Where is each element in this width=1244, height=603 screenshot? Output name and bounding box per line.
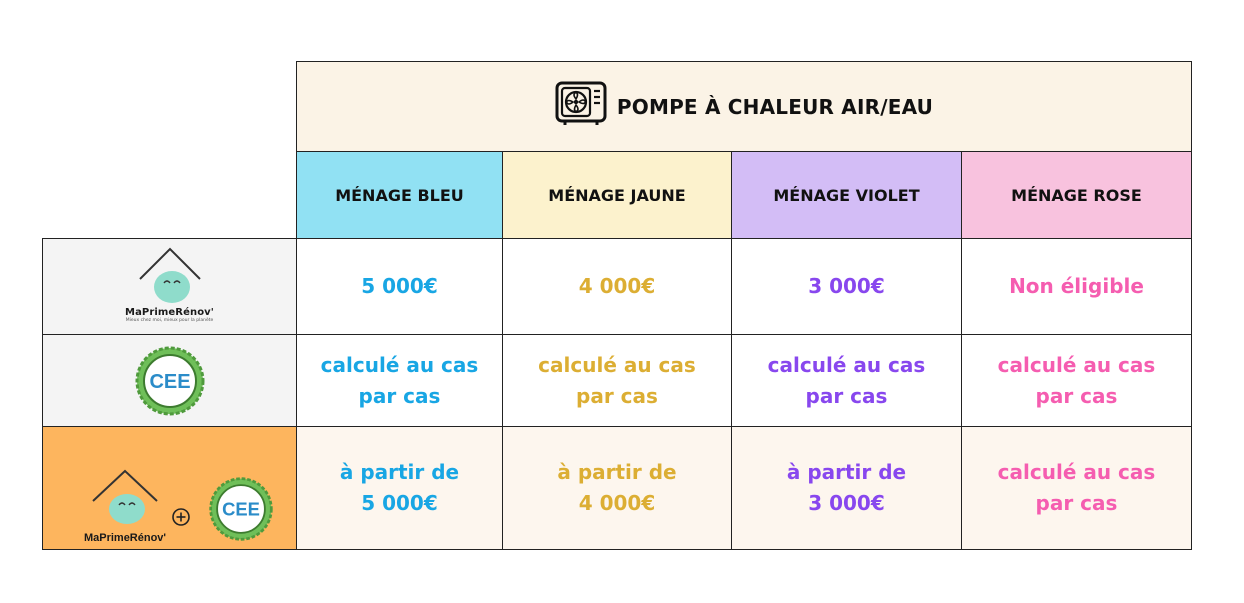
value-line: 4 000€: [578, 274, 656, 298]
maprimerenov-name: MaPrimeRénov': [125, 307, 214, 318]
value-text: [538, 350, 696, 412]
value-text: [321, 350, 479, 412]
value-text: [808, 271, 885, 302]
value-line: 4 000€: [578, 491, 656, 515]
cee-badge-icon: [207, 475, 275, 543]
value-text: [787, 457, 906, 519]
cee-badge-icon: [133, 344, 207, 418]
maprimerenov-text: [43, 307, 296, 323]
column-header-2: MÉNAGE JAUNE: [502, 151, 732, 239]
value-line: à partir de: [786, 460, 907, 484]
cee-badge-text: CEE: [222, 498, 260, 520]
value-line: 3 000€: [808, 274, 885, 298]
value-line: à partir de: [557, 460, 677, 484]
table-header: [296, 61, 1192, 152]
row-logo-maprimerenov: [42, 238, 297, 335]
value-cell-cee-2: [502, 334, 732, 427]
value-line: par cas: [1035, 491, 1118, 515]
value-line: calculé au cas: [320, 352, 479, 377]
row-logo-maprimerenov-plus-cee: [42, 426, 297, 550]
value-cell-cee-1: [296, 334, 503, 427]
value-line: 5 000€: [361, 491, 438, 515]
value-text: [768, 350, 926, 412]
value-text: [1009, 271, 1144, 302]
value-text: [557, 457, 676, 519]
value-cell-maprimerenov-plus-cee-2: [502, 426, 732, 550]
plus-circle-icon: [171, 507, 191, 527]
value-text: [361, 271, 438, 302]
table-header-content: [555, 81, 933, 132]
value-cell-maprimerenov-plus-cee-4: [961, 426, 1192, 550]
value-cell-maprimerenov-1: [296, 238, 503, 335]
value-line: calculé au cas: [767, 352, 926, 377]
value-text: [998, 457, 1156, 519]
value-line: par cas: [1035, 383, 1118, 408]
value-text: [579, 271, 656, 302]
value-cell-maprimerenov-4: [961, 238, 1192, 335]
value-cell-maprimerenov-2: [502, 238, 732, 335]
value-line: à partir de: [339, 460, 460, 484]
column-header-4: MÉNAGE ROSE: [961, 151, 1192, 239]
value-line: 3 000€: [808, 491, 885, 515]
value-cell-cee-4: [961, 334, 1192, 427]
value-cell-maprimerenov-3: [731, 238, 962, 335]
column-header-3: MÉNAGE VIOLET: [731, 151, 962, 239]
value-text: [998, 350, 1156, 412]
value-line: calculé au cas: [538, 352, 696, 377]
value-cell-maprimerenov-plus-cee-3: [731, 426, 962, 550]
value-line: 5 000€: [361, 274, 438, 298]
table-title: POMPE À CHALEUR AIR/EAU: [616, 94, 934, 119]
value-line: calculé au cas: [997, 352, 1156, 377]
maprimerenov-tagline: Mieux chez moi, mieux pour la planète: [125, 318, 214, 323]
value-line: par cas: [805, 383, 888, 408]
value-text: [340, 457, 459, 519]
maprimerenov-name: MaPrimeRénov': [83, 532, 167, 543]
value-line: par cas: [576, 383, 658, 408]
row-logo-cee: [42, 334, 297, 427]
heat-pump-icon: [555, 81, 607, 132]
value-line: Non éligible: [1009, 274, 1144, 298]
cee-badge-text: CEE: [148, 370, 191, 393]
value-cell-maprimerenov-plus-cee-1: [296, 426, 503, 550]
column-header-1: MÉNAGE BLEU: [296, 151, 503, 239]
value-line: calculé au cas: [997, 460, 1156, 484]
value-cell-cee-3: [731, 334, 962, 427]
value-line: par cas: [358, 383, 441, 408]
